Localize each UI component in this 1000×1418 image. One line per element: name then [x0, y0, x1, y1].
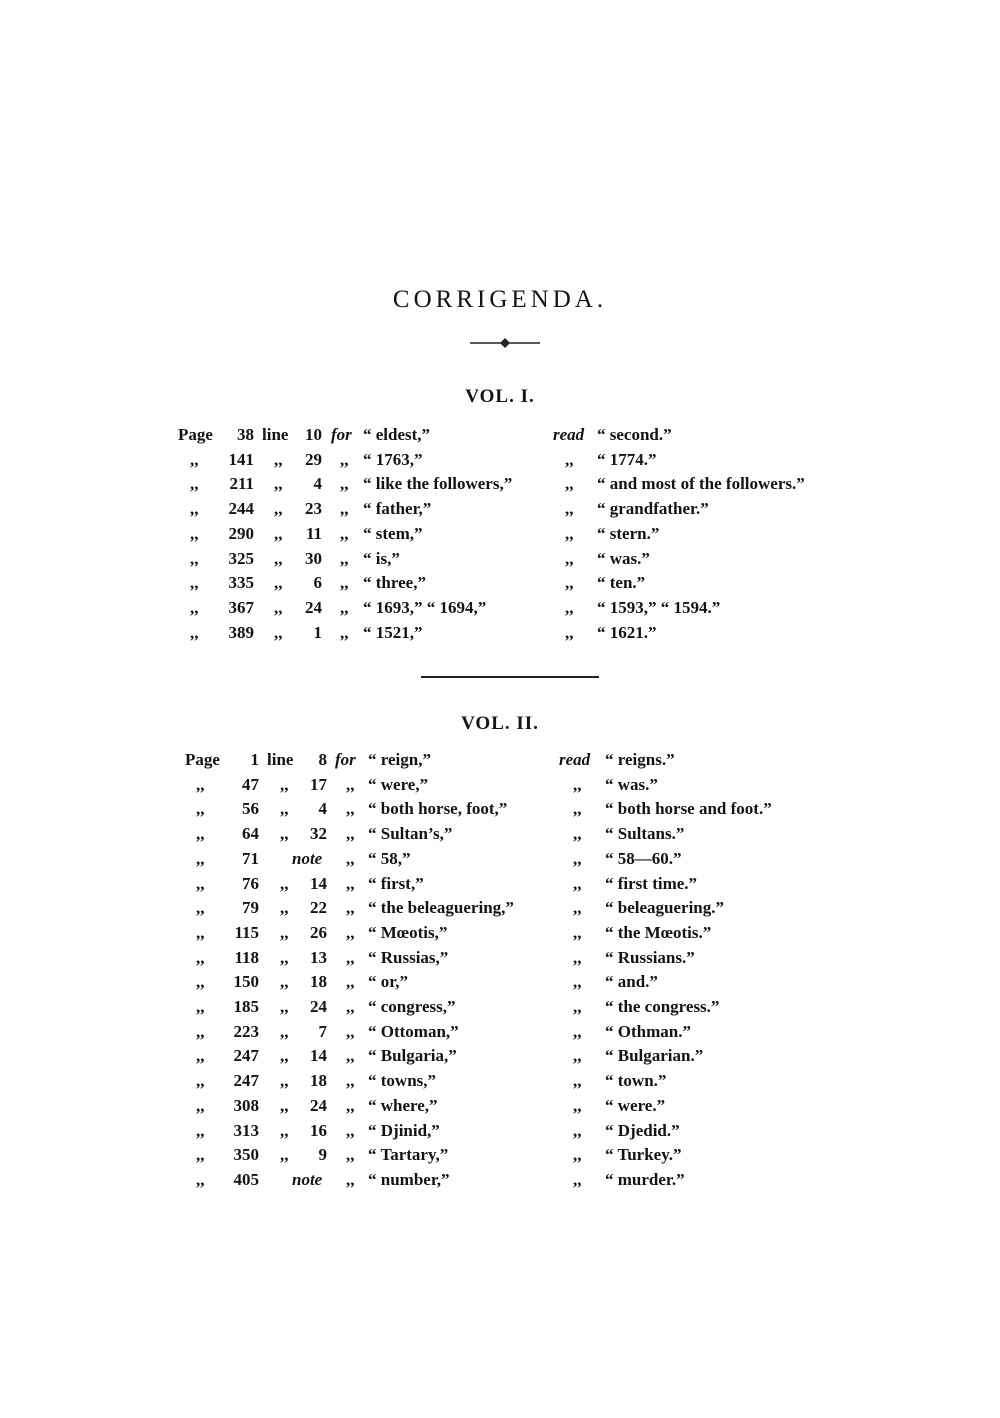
- section-rule: [421, 676, 599, 678]
- ditto-mark: ,,: [573, 898, 582, 917]
- ditto-mark: ,,: [346, 948, 355, 967]
- ornament-divider-icon: [470, 336, 540, 350]
- ditto-mark: ,,: [573, 1022, 582, 1041]
- erroneous-text: “ the beleaguering,”: [368, 898, 514, 917]
- ditto-mark: ,,: [280, 997, 289, 1016]
- line-number: 26: [310, 923, 327, 942]
- erroneous-text: “ both horse, foot,”: [368, 799, 508, 818]
- erroneous-text: “ stem,”: [363, 524, 423, 543]
- erroneous-text: “ Sultan’s,”: [368, 824, 453, 843]
- table-row: [0, 748, 1000, 772]
- table-row: [0, 1168, 1000, 1192]
- line-number: 18: [310, 972, 327, 991]
- corrected-text: “ were.”: [605, 1096, 666, 1115]
- page-number: 71: [242, 849, 259, 868]
- table-row: [0, 847, 1000, 871]
- line-number: 18: [310, 1071, 327, 1090]
- ditto-mark: ,,: [190, 450, 199, 469]
- corrected-text: “ Turkey.”: [605, 1145, 682, 1164]
- page-number: 56: [242, 799, 259, 818]
- corrected-text: “ second.”: [597, 425, 672, 444]
- page-number: 185: [233, 997, 259, 1016]
- line-number: 24: [305, 598, 322, 617]
- line-number: 24: [310, 1096, 327, 1115]
- ditto-mark: ,,: [346, 1046, 355, 1065]
- corrected-text: “ Sultans.”: [605, 824, 685, 843]
- line-number: 8: [318, 750, 327, 769]
- ditto-mark: ,,: [190, 524, 199, 543]
- erroneous-text: “ towns,”: [368, 1071, 437, 1090]
- table-row: [0, 1143, 1000, 1167]
- ditto-mark: ,,: [196, 1121, 205, 1140]
- erroneous-text: “ Ottoman,”: [368, 1022, 459, 1041]
- ditto-mark: ,,: [196, 824, 205, 843]
- ditto-mark: ,,: [190, 499, 199, 518]
- line-number: 14: [310, 1046, 327, 1065]
- ditto-mark: ,,: [346, 775, 355, 794]
- page-number: 247: [233, 1071, 259, 1090]
- page-number: 76: [242, 874, 259, 893]
- corrected-text: “ murder.”: [605, 1170, 685, 1189]
- page-number: 223: [233, 1022, 259, 1041]
- corrected-text: “ 58—60.”: [605, 849, 682, 868]
- ditto-mark: ,,: [346, 1096, 355, 1115]
- table-row: [0, 1069, 1000, 1093]
- for-label: for: [335, 750, 356, 769]
- line-label: line: [267, 750, 294, 769]
- ditto-mark: ,,: [565, 549, 574, 568]
- ditto-mark: ,,: [573, 824, 582, 843]
- page-number: 350: [233, 1145, 259, 1164]
- line-number: 4: [313, 474, 322, 493]
- page-number: 115: [234, 923, 259, 942]
- table-row: [0, 1044, 1000, 1068]
- corrected-text: “ Russians.”: [605, 948, 695, 967]
- corrected-text: “ was.”: [597, 549, 650, 568]
- table-row: [0, 423, 1000, 447]
- page-number: 405: [233, 1170, 259, 1189]
- ditto-mark: ,,: [565, 450, 574, 469]
- ditto-mark: ,,: [196, 775, 205, 794]
- ditto-mark: ,,: [196, 948, 205, 967]
- ditto-mark: ,,: [340, 450, 349, 469]
- corrected-text: “ and most of the followers.”: [597, 474, 805, 493]
- ditto-mark: ,,: [346, 1071, 355, 1090]
- ditto-mark: ,,: [280, 972, 289, 991]
- erroneous-text: “ were,”: [368, 775, 429, 794]
- corrected-text: “ Othman.”: [605, 1022, 691, 1041]
- line-number: 23: [305, 499, 322, 518]
- corrected-text: “ beleaguering.”: [605, 898, 724, 917]
- line-number: 6: [313, 573, 322, 592]
- ditto-mark: ,,: [280, 1121, 289, 1140]
- corrected-text: “ was.”: [605, 775, 658, 794]
- page-number: 389: [228, 623, 254, 642]
- ditto-mark: ,,: [280, 1022, 289, 1041]
- line-number: 24: [310, 997, 327, 1016]
- ditto-mark: ,,: [196, 923, 205, 942]
- page-number: 47: [242, 775, 259, 794]
- ditto-mark: ,,: [565, 623, 574, 642]
- ditto-mark: ,,: [196, 997, 205, 1016]
- ditto-mark: ,,: [573, 948, 582, 967]
- ditto-mark: ,,: [565, 524, 574, 543]
- ditto-mark: ,,: [346, 997, 355, 1016]
- line-number: 30: [305, 549, 322, 568]
- erroneous-text: “ 1521,”: [363, 623, 423, 642]
- corrected-text: “ both horse and foot.”: [605, 799, 772, 818]
- erroneous-text: “ Tartary,”: [368, 1145, 449, 1164]
- line-number: 14: [310, 874, 327, 893]
- page-number: 211: [229, 474, 254, 493]
- table-row: [0, 472, 1000, 496]
- ditto-mark: ,,: [573, 1071, 582, 1090]
- page-number: 313: [233, 1121, 259, 1140]
- ditto-mark: ,,: [340, 573, 349, 592]
- ditto-mark: ,,: [274, 598, 283, 617]
- vol2-heading: VOL. II.: [461, 713, 539, 734]
- ditto-mark: ,,: [196, 972, 205, 991]
- corrected-text: “ grandfather.”: [597, 499, 709, 518]
- ditto-mark: ,,: [346, 849, 355, 868]
- for-label: for: [331, 425, 352, 444]
- table-row: [0, 921, 1000, 945]
- erroneous-text: “ 1693,” “ 1694,”: [363, 598, 487, 617]
- ditto-mark: ,,: [573, 972, 582, 991]
- erroneous-text: “ Bulgaria,”: [368, 1046, 457, 1065]
- erroneous-text: “ where,”: [368, 1096, 438, 1115]
- ditto-mark: ,,: [280, 948, 289, 967]
- page-number: 244: [228, 499, 254, 518]
- ditto-mark: ,,: [190, 623, 199, 642]
- ditto-mark: ,,: [573, 775, 582, 794]
- page-number: 290: [228, 524, 254, 543]
- ditto-mark: ,,: [573, 874, 582, 893]
- ditto-mark: ,,: [196, 1096, 205, 1115]
- line-number: 32: [310, 824, 327, 843]
- ditto-mark: ,,: [280, 1096, 289, 1115]
- ditto-mark: ,,: [340, 524, 349, 543]
- corrected-text: “ ten.”: [597, 573, 646, 592]
- line-number: 16: [310, 1121, 327, 1140]
- ditto-mark: ,,: [565, 573, 574, 592]
- erroneous-text: “ congress,”: [368, 997, 456, 1016]
- ditto-mark: ,,: [190, 474, 199, 493]
- ditto-mark: ,,: [196, 1071, 205, 1090]
- erroneous-text: “ or,”: [368, 972, 408, 991]
- ditto-mark: ,,: [190, 573, 199, 592]
- table-row: [0, 547, 1000, 571]
- erroneous-text: “ 1763,”: [363, 450, 423, 469]
- corrected-text: “ first time.”: [605, 874, 698, 893]
- ditto-mark: ,,: [340, 474, 349, 493]
- table-row: [0, 621, 1000, 645]
- line-number: 1: [313, 623, 322, 642]
- ditto-mark: ,,: [565, 499, 574, 518]
- erroneous-text: “ 58,”: [368, 849, 411, 868]
- ditto-mark: ,,: [573, 1145, 582, 1164]
- ditto-mark: ,,: [280, 775, 289, 794]
- ditto-mark: ,,: [190, 549, 199, 568]
- ditto-mark: ,,: [280, 799, 289, 818]
- ditto-mark: ,,: [190, 598, 199, 617]
- table-row: [0, 797, 1000, 821]
- corrected-text: “ the Mœotis.”: [605, 923, 712, 942]
- page-number: 150: [233, 972, 259, 991]
- erroneous-text: “ is,”: [363, 549, 400, 568]
- page-number: 38: [237, 425, 254, 444]
- ditto-mark: ,,: [196, 849, 205, 868]
- read-label: read: [559, 750, 591, 769]
- erroneous-text: “ like the followers,”: [363, 474, 513, 493]
- ditto-mark: ,,: [573, 1096, 582, 1115]
- ditto-mark: ,,: [274, 474, 283, 493]
- vol1-heading: VOL. I.: [465, 386, 535, 407]
- ditto-mark: ,,: [573, 1170, 582, 1189]
- table-row: [0, 1094, 1000, 1118]
- ditto-mark: ,,: [340, 623, 349, 642]
- line-number: 13: [310, 948, 327, 967]
- corrected-text: “ town.”: [605, 1071, 667, 1090]
- ditto-mark: ,,: [280, 1046, 289, 1065]
- corrected-text: “ 1774.”: [597, 450, 657, 469]
- page-number: 141: [228, 450, 254, 469]
- corrected-text: “ the congress.”: [605, 997, 720, 1016]
- ditto-mark: ,,: [196, 1046, 205, 1065]
- ditto-mark: ,,: [274, 549, 283, 568]
- erroneous-text: “ eldest,”: [363, 425, 431, 444]
- ditto-mark: ,,: [280, 898, 289, 917]
- table-row: [0, 896, 1000, 920]
- ditto-mark: ,,: [280, 923, 289, 942]
- page-number: 79: [242, 898, 259, 917]
- line-label: line: [262, 425, 289, 444]
- ditto-mark: ,,: [346, 923, 355, 942]
- line-number: 22: [310, 898, 327, 917]
- page-title: CORRIGENDA.: [392, 286, 608, 313]
- ditto-mark: ,,: [274, 499, 283, 518]
- table-row: [0, 822, 1000, 846]
- erroneous-text: “ Mœotis,”: [368, 923, 448, 942]
- ditto-mark: ,,: [280, 1145, 289, 1164]
- table-row: [0, 1119, 1000, 1143]
- page-number: 367: [228, 598, 254, 617]
- ditto-mark: ,,: [340, 598, 349, 617]
- erroneous-text: “ Djinid,”: [368, 1121, 440, 1140]
- table-row: [0, 497, 1000, 521]
- ditto-mark: ,,: [196, 1022, 205, 1041]
- line-number: 7: [318, 1022, 327, 1041]
- table-row: [0, 522, 1000, 546]
- ditto-mark: ,,: [346, 1121, 355, 1140]
- ditto-mark: ,,: [280, 874, 289, 893]
- corrected-text: “ and.”: [605, 972, 658, 991]
- erroneous-text: “ first,”: [368, 874, 424, 893]
- table-row: [0, 995, 1000, 1019]
- line-number: 11: [305, 524, 322, 543]
- table-row: [0, 448, 1000, 472]
- corrected-text: “ 1621.”: [597, 623, 657, 642]
- ditto-mark: ,,: [196, 1170, 205, 1189]
- page-label: Page: [185, 750, 220, 769]
- erroneous-text: “ reign,”: [368, 750, 431, 769]
- ditto-mark: ,,: [573, 799, 582, 818]
- table-row: [0, 946, 1000, 970]
- ditto-mark: ,,: [280, 1071, 289, 1090]
- page-number: 335: [228, 573, 254, 592]
- read-label: read: [553, 425, 585, 444]
- ditto-mark: ,,: [346, 799, 355, 818]
- table-row: [0, 773, 1000, 797]
- line-number: 17: [310, 775, 327, 794]
- page-number: 247: [233, 1046, 259, 1065]
- ditto-mark: ,,: [196, 1145, 205, 1164]
- ditto-mark: ,,: [274, 623, 283, 642]
- ditto-mark: ,,: [573, 997, 582, 1016]
- page-number: 64: [242, 824, 259, 843]
- line-number: 10: [305, 425, 322, 444]
- page-number: 325: [228, 549, 254, 568]
- ditto-mark: ,,: [573, 849, 582, 868]
- line-number: 29: [305, 450, 322, 469]
- corrected-text: “ Bulgarian.”: [605, 1046, 704, 1065]
- ditto-mark: ,,: [196, 799, 205, 818]
- ditto-mark: ,,: [573, 923, 582, 942]
- ditto-mark: ,,: [196, 898, 205, 917]
- ditto-mark: ,,: [346, 1022, 355, 1041]
- ditto-mark: ,,: [274, 573, 283, 592]
- erroneous-text: “ three,”: [363, 573, 426, 592]
- ditto-mark: ,,: [565, 598, 574, 617]
- ditto-mark: ,,: [274, 524, 283, 543]
- erroneous-text: “ Russias,”: [368, 948, 449, 967]
- line-number: note: [292, 1170, 323, 1189]
- corrected-text: “ 1593,” “ 1594.”: [597, 598, 721, 617]
- ditto-mark: ,,: [340, 549, 349, 568]
- page-number: 308: [233, 1096, 259, 1115]
- line-number: 4: [318, 799, 327, 818]
- table-row: [0, 1020, 1000, 1044]
- ditto-mark: ,,: [346, 972, 355, 991]
- ditto-mark: ,,: [565, 474, 574, 493]
- table-row: [0, 596, 1000, 620]
- table-row: [0, 872, 1000, 896]
- ditto-mark: ,,: [346, 1170, 355, 1189]
- ditto-mark: ,,: [340, 499, 349, 518]
- page-label: Page: [178, 425, 213, 444]
- ditto-mark: ,,: [280, 824, 289, 843]
- corrected-text: “ stern.”: [597, 524, 660, 543]
- ditto-mark: ,,: [346, 1145, 355, 1164]
- ditto-mark: ,,: [196, 874, 205, 893]
- ditto-mark: ,,: [346, 874, 355, 893]
- line-number: note: [292, 849, 323, 868]
- ditto-mark: ,,: [346, 898, 355, 917]
- ditto-mark: ,,: [573, 1046, 582, 1065]
- table-row: [0, 970, 1000, 994]
- erroneous-text: “ number,”: [368, 1170, 450, 1189]
- corrected-text: “ Djedid.”: [605, 1121, 680, 1140]
- table-row: [0, 571, 1000, 595]
- line-number: 9: [318, 1145, 327, 1164]
- page-number: 118: [234, 948, 259, 967]
- corrected-text: “ reigns.”: [605, 750, 675, 769]
- erroneous-text: “ father,”: [363, 499, 432, 518]
- ditto-mark: ,,: [346, 824, 355, 843]
- page-number: 1: [250, 750, 259, 769]
- ditto-mark: ,,: [573, 1121, 582, 1140]
- ditto-mark: ,,: [274, 450, 283, 469]
